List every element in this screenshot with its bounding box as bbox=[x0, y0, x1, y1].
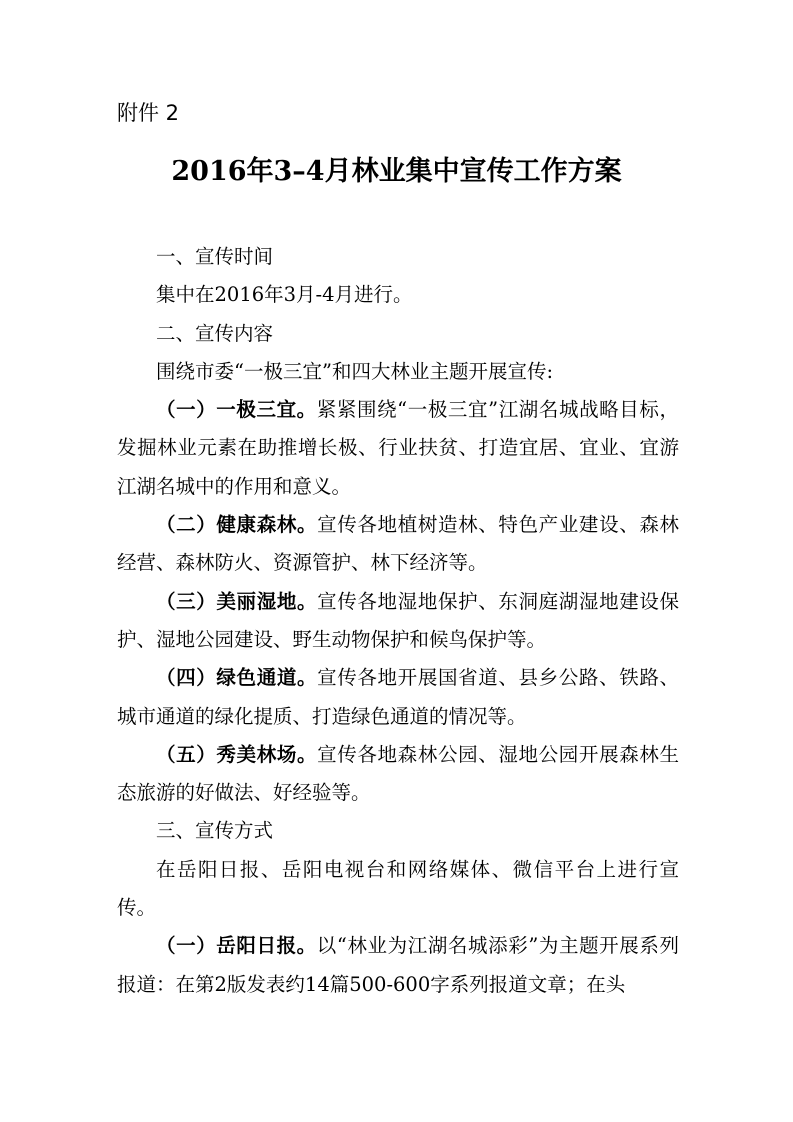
content-item-1 bbox=[117, 391, 679, 506]
content-item-1-text: 紧紧围绕“一极三宜”江湖名城战略目标，发掘林业元素在助推增长极、行业扶贫、打造宜居、宜业、宜游江湖名城中的作用和意义。 bbox=[117, 398, 679, 498]
content-item-4-text: 宣传各地开展国省道、县乡公路、铁路、城市通道的绿化提质、打造绿色通道的情况等。 bbox=[117, 666, 679, 728]
content-item-5-lead: （五）秀美林场。 bbox=[156, 742, 318, 766]
content-item-2-text: 宣传各地植树造林、特色产业建设、森林经营、森林防火、资源管护、林下经济等。 bbox=[117, 513, 679, 575]
section-heading-time: 一、宣传时间 bbox=[156, 245, 274, 268]
content-item-2-lead: （二）健康森林。 bbox=[156, 513, 318, 537]
content-item-3 bbox=[117, 583, 679, 660]
content-item-4 bbox=[117, 659, 679, 736]
content-item-3-text: 宣传各地湿地保护、东洞庭湖湿地建设保护、湿地公园建设、野生动物保护和候鸟保护等。 bbox=[117, 589, 679, 651]
section-heading-content: 二、宣传内容 bbox=[156, 321, 274, 345]
content-item-3-lead: （三）美丽湿地。 bbox=[156, 589, 318, 613]
method-item-1-lead: （一）岳阳日报。 bbox=[156, 934, 317, 958]
content-item-1-lead: （一）一极三宜。 bbox=[156, 398, 317, 422]
section-heading-method: 三、宣传方式 bbox=[156, 819, 274, 843]
content-item-5 bbox=[117, 736, 679, 813]
content-intro: 围绕市委“一极三宜”和四大林业主题开展宣传: bbox=[156, 359, 554, 383]
content-item-2 bbox=[117, 506, 679, 583]
document-title: 2016年3–4月林业集中宣传工作方案 bbox=[171, 156, 622, 187]
content-item-5-text: 宣传各地森林公园、湿地公园开展森林生态旅游的好做法、好经验等。 bbox=[117, 742, 679, 805]
document-body bbox=[117, 238, 679, 1004]
content-item-4-lead: （四）绿色通道。 bbox=[156, 666, 318, 690]
method-item-1 bbox=[117, 927, 679, 1004]
method-intro: 在岳阳日报、岳阳电视台和网络媒体、微信平台上进行宣传。 bbox=[117, 857, 679, 920]
method-item-1-text: 以“林业为江湖名城添彩”为主题开展系列报道：在第2版发表约14篇500-600字系列报道文章；在头 bbox=[117, 934, 679, 996]
attachment-label: 附件 2 bbox=[117, 101, 180, 125]
time-text: 集中在2016年3月-4月进行。 bbox=[156, 283, 413, 307]
